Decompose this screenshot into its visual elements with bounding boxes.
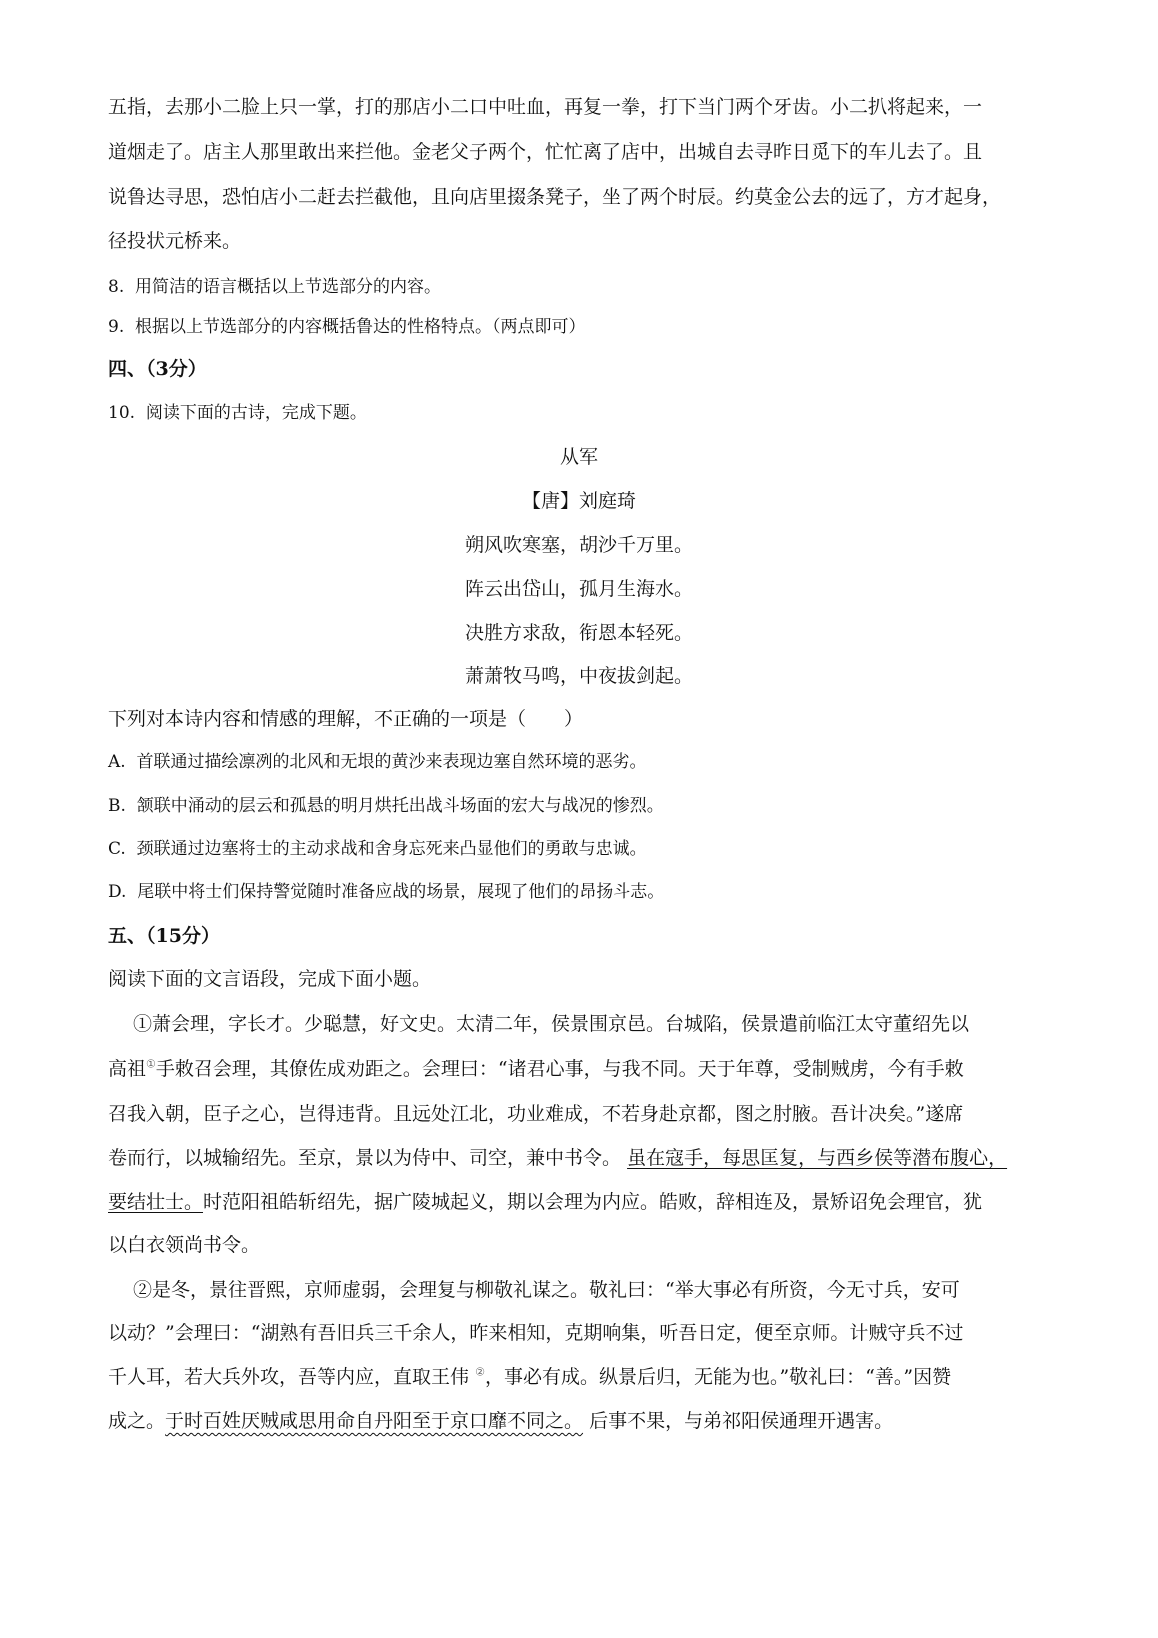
passage-line: 五指，去那小二脸上只一掌，打的那店小二口中吐血，再复一拳，打下当门两个牙齿。小二扒将起来，一 [108,96,983,118]
poem-author: 【唐】刘庭琦 [521,490,636,512]
text-span: 后事不果，与弟祁阳侯通理开遇害。 [589,1410,894,1432]
classical-text-line: ②是冬，景往晋熙，京师虚弱，会理复与柳敬礼谋之。敬礼曰：“举大事必有所资，今无寸兵，安可 [133,1279,960,1301]
passage-line: 径投状元桥来。 [108,230,242,252]
section-5-intro: 阅读下面的文言语段，完成下面小题。 [108,968,432,990]
option-label: A. [108,752,126,772]
question-8 [108,275,441,299]
question-number: 10. [108,403,136,423]
classical-text-line [108,1365,951,1389]
option-text: 颈联通过边塞将士的主动求战和舍身忘死来凸显他们的勇敢与忠诚。 [136,839,647,859]
underlined-sentence: 虽在寇手，每思匡复，与西乡侯等潜布腹心， [627,1147,1008,1169]
option-text: 尾联中将士们保持警觉随时准备应战的场景，展现了他们的昂扬斗志。 [137,882,665,902]
option-label: C. [108,839,126,859]
option-a [108,750,647,774]
text-span: 成之。 [108,1410,166,1432]
poem-line: 萧萧牧马鸣，中夜拔剑起。 [464,665,693,687]
question-prompt: 下列对本诗内容和情感的理解，不正确的一项是（ ） [108,708,584,730]
passage-line: 道烟走了。店主人那里敢出来拦他。金老父子两个，忙忙离了店中，出城自去寻昨日觅下的车儿去了。且 [108,141,983,163]
wavy-underlined-sentence: 于时百姓厌贼咸思用命自丹阳至于京口靡不同之。 [165,1410,584,1432]
question-number: 9. [108,317,125,337]
text-span: 高祖 [108,1058,147,1080]
option-label: B. [108,796,126,816]
option-text: 颔联中涌动的层云和孤悬的明月烘托出战斗场面的宏大与战况的惨烈。 [136,796,664,816]
poem-line: 朔风吹寒塞，胡沙千万里。 [464,534,693,556]
classical-text-line [108,1057,964,1081]
classical-text-line: 召我入朝，臣子之心，岂得违背。且远处江北，功业难成，不若身赴京都，图之肘腋。吾计决矣。”遂席 [108,1103,964,1125]
question-9 [108,315,586,339]
footnote-marker: ② [475,1365,485,1379]
option-label: D. [108,882,127,902]
question-text: 阅读下面的古诗，完成下题。 [145,403,367,423]
option-d [108,880,664,904]
question-number: 8. [108,277,125,297]
question-text: 用简洁的语言概括以上节选部分的内容。 [135,277,442,297]
text-span: 千人耳，若大兵外攻，吾等内应，直取王伟 [108,1366,470,1388]
footnote-marker: ① [146,1057,156,1071]
section-5-heading: 五、（15分） [108,925,220,947]
question-10 [108,401,367,425]
option-b [108,794,664,818]
passage-line: 说鲁达寻思，恐怕店小二赶去拦截他，且向店里掇条凳子，坐了两个时辰。约莫金公去的远了，方才起身， [108,186,1002,208]
poem-title: 从军 [559,446,598,468]
poem-line: 阵云出岱山，孤月生海水。 [464,578,693,600]
classical-text-line: ①萧会理，字长才。少聪慧，好文史。太清二年，侯景围京邑。台城陷，侯景遣前临江太守董绍先以 [133,1013,970,1035]
option-c [108,837,647,861]
classical-text-line [108,1190,982,1214]
classical-text-line [108,1146,1007,1170]
classical-text-line: 以白衣领尚书令。 [108,1234,261,1256]
question-text: 根据以上节选部分的内容概括鲁达的性格特点。（两点即可） [135,317,586,337]
section-4-heading: 四、（3分） [108,358,207,380]
classical-text-line [108,1409,893,1433]
text-span: 卷而行，以城输绍先。至京，景以为侍中、司空，兼中书令。 [108,1147,622,1169]
text-span: ，事必有成。纵景后归，无能为也。”敬礼曰：“善。”因赞 [484,1366,952,1388]
text-span: 手敕召会理，其僚佐成劝距之。会理曰：“诸君心事，与我不同。天于年尊，受制贼虏，今有手敕 [155,1058,964,1080]
classical-text-line: 以动？”会理曰：“湖熟有吾旧兵三千余人，昨来相知，克期响集，听吾日定，便至京师。计贼守兵不过 [108,1322,964,1344]
text-span: 时范阳祖皓斩绍先，据广陵城起义，期以会理为内应。皓败，辞相连及，景矫诏免会理官，犹 [203,1191,983,1213]
option-text: 首联通过描绘凛冽的北风和无垠的黄沙来表现边塞自然环境的恶劣。 [136,752,647,772]
underlined-sentence: 要结壮士。 [108,1191,204,1213]
poem-line: 决胜方求敌，衔恩本轻死。 [464,622,693,644]
